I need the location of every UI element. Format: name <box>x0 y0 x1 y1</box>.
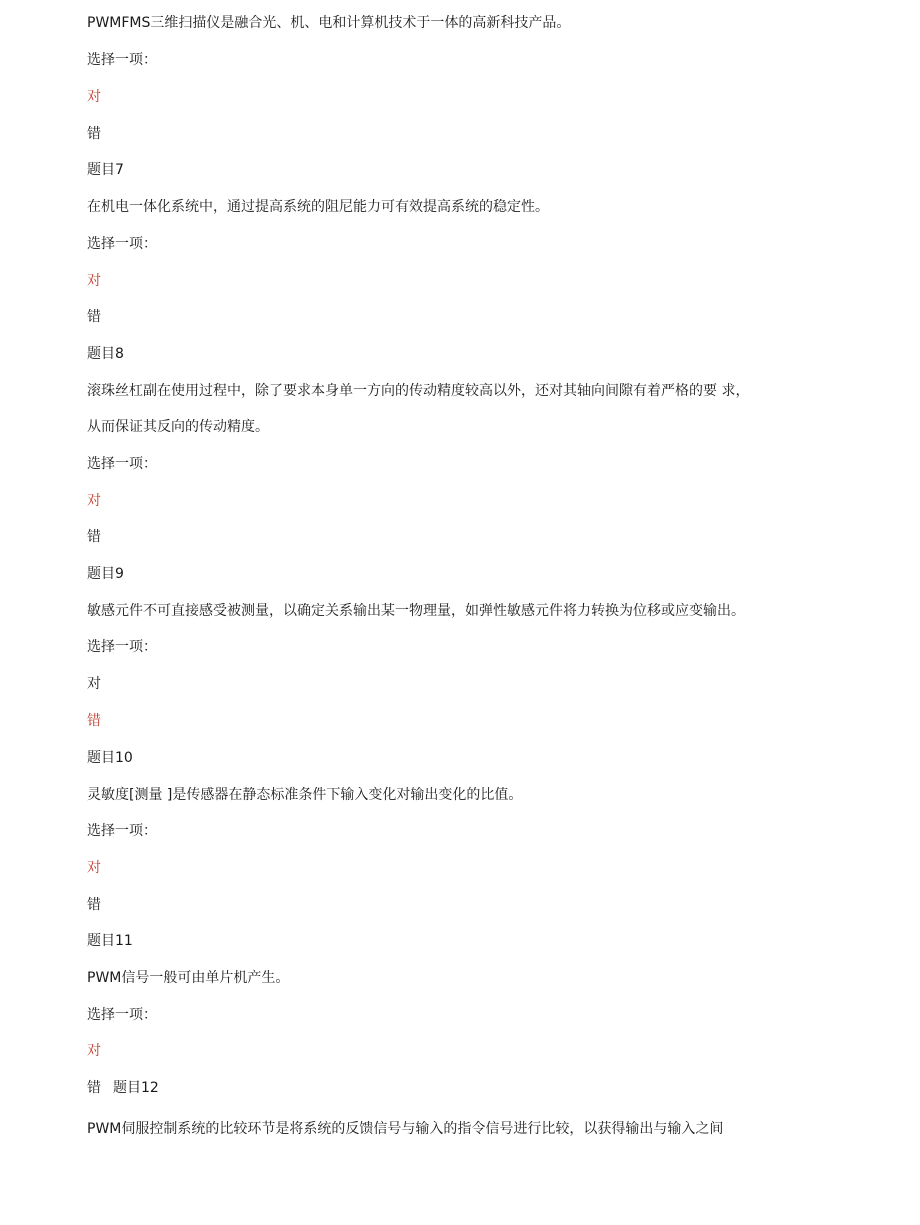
question-9-option-true[interactable]: 对 <box>87 676 101 692</box>
question-8-title: 题目8 <box>87 346 124 362</box>
question-8-option-true[interactable]: 对 <box>87 493 101 509</box>
question-6-statement: PWMFMS三维扫描仪是融合光、机、电和计算机技术于一体的高新科技产品。 <box>87 15 571 31</box>
question-10-statement: 灵敏度[测量 ]是传感器在静态标准条件下输入变化对输出变化的比值。 <box>87 787 523 803</box>
question-9-option-false[interactable]: 错 <box>87 713 101 729</box>
question-10-title: 题目10 <box>87 750 133 766</box>
question-11-statement: PWM信号一般可由单片机产生。 <box>87 970 290 986</box>
question-9-prompt: 选择一项： <box>87 639 157 655</box>
question-8-prompt: 选择一项： <box>87 456 157 472</box>
question-10-prompt: 选择一项： <box>87 823 157 839</box>
question-7-option-false[interactable]: 错 <box>87 309 101 325</box>
question-7-statement: 在机电一体化系统中，通过提高系统的阻尼能力可有效提高系统的稳定性。 <box>87 199 549 215</box>
question-6-option-true[interactable]: 对 <box>87 89 101 105</box>
question-11-option-false-and-q12-title <box>87 1079 159 1097</box>
question-11-prompt: 选择一项： <box>87 1007 157 1023</box>
question-8-statement-line-2: 从而保证其反向的传动精度。 <box>87 419 269 435</box>
question-10-option-false[interactable]: 错 <box>87 897 101 913</box>
question-7-prompt: 选择一项： <box>87 236 157 252</box>
question-9-title: 题目9 <box>87 566 124 582</box>
question-6-option-false[interactable]: 错 <box>87 126 101 142</box>
question-11-option-false[interactable]: 错 <box>87 1080 101 1096</box>
question-10-option-true[interactable]: 对 <box>87 860 101 876</box>
question-6-prompt: 选择一项： <box>87 52 157 68</box>
question-9-statement: 敏感元件不可直接感受被测量，以确定关系输出某一物理量，如弹性敏感元件将力转换为位移或应变输出。 <box>87 603 745 619</box>
question-12-statement: PWM伺服控制系统的比较环节是将系统的反馈信号与输入的指令信号进行比较，以获得输出与输入之间 <box>87 1121 724 1137</box>
question-12-title: 题目12 <box>113 1080 159 1096</box>
question-11-title: 题目11 <box>87 933 133 949</box>
question-7-option-true[interactable]: 对 <box>87 273 101 289</box>
question-7-title: 题目7 <box>87 162 124 178</box>
question-8-statement-line-1: 滚珠丝杠副在使用过程中，除了要求本身单一方向的传动精度较高以外，还对其轴向间隙有着严格的要 求， <box>87 383 750 399</box>
question-8-option-false[interactable]: 错 <box>87 529 101 545</box>
question-11-option-true[interactable]: 对 <box>87 1043 101 1059</box>
